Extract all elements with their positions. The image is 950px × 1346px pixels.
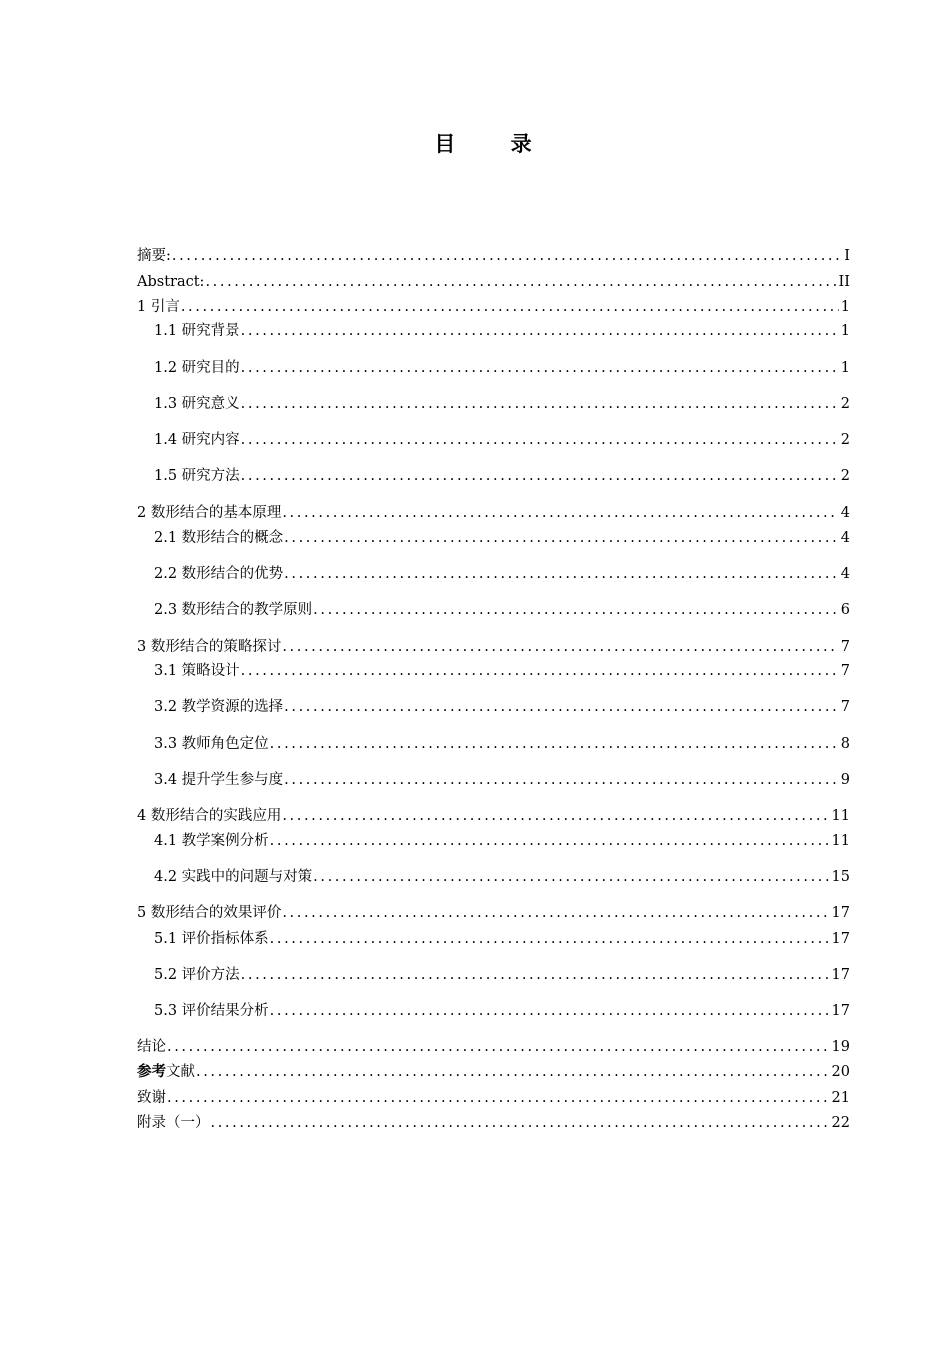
toc-page-number: 21 xyxy=(831,1090,850,1106)
toc-entry[interactable] xyxy=(137,637,850,657)
toc-entry-label: 4.2 实践中的问题与对策 xyxy=(154,869,313,885)
toc-entry[interactable] xyxy=(154,929,850,949)
toc-entry-label: 1.5 研究方法 xyxy=(154,468,240,484)
toc-dot-leader xyxy=(284,770,839,790)
toc-entry-label: 1.2 研究目的 xyxy=(154,360,240,376)
toc-entry-label: 2 数形结合的基本原理 xyxy=(137,505,282,521)
toc-dot-leader xyxy=(241,466,839,486)
toc-entry-label: 2.1 数形结合的概念 xyxy=(154,530,284,546)
toc-page-number: 17 xyxy=(831,905,850,921)
toc-page-number: 4 xyxy=(840,530,850,546)
toc-dot-leader xyxy=(172,246,842,266)
toc-entry[interactable] xyxy=(154,867,850,887)
toc-entry[interactable] xyxy=(154,430,850,450)
toc-entry[interactable] xyxy=(137,1113,850,1133)
toc-entry-label: 3 数形结合的策略探讨 xyxy=(137,639,282,655)
toc-entry-label: 摘要: xyxy=(137,248,171,264)
toc-page-number: II xyxy=(838,274,850,290)
toc-entry-label: 3.4 提升学生参与度 xyxy=(154,772,284,788)
toc-dot-leader xyxy=(270,831,830,851)
toc-page-number: 2 xyxy=(840,432,850,448)
toc-page-number: 7 xyxy=(840,699,850,715)
toc-entry-label: 1.4 研究内容 xyxy=(154,432,240,448)
toc-entry-label: 3.1 策略设计 xyxy=(154,663,240,679)
toc-entry[interactable] xyxy=(154,697,850,717)
toc-dot-leader xyxy=(282,503,838,523)
toc-entry[interactable] xyxy=(137,503,850,523)
toc-page-number: 11 xyxy=(831,808,850,824)
toc-entry[interactable] xyxy=(137,297,850,317)
toc-entry[interactable] xyxy=(137,1062,850,1082)
toc-dot-leader xyxy=(282,806,829,826)
toc-entry[interactable] xyxy=(154,965,850,985)
toc-entry-label: 1.1 研究背景 xyxy=(154,323,240,339)
toc-entry-label: 1 引言 xyxy=(137,299,180,315)
toc-page-number: 1 xyxy=(840,299,850,315)
toc-entry[interactable] xyxy=(154,528,850,548)
toc-entry[interactable] xyxy=(154,831,850,851)
toc-page-number: 4 xyxy=(840,505,850,521)
toc-page-number: 19 xyxy=(831,1039,850,1055)
toc-dot-leader xyxy=(313,600,839,620)
toc-entry-label-bold: 参考 xyxy=(137,1063,166,1080)
toc-dot-leader xyxy=(282,903,829,923)
page-title: 目 录 xyxy=(434,132,556,156)
toc-dot-leader xyxy=(181,297,839,317)
toc-entry-label: 3.3 教师角色定位 xyxy=(154,736,269,752)
toc-entry-label: 附录（一） xyxy=(137,1115,210,1131)
toc-page-number: 20 xyxy=(831,1064,850,1080)
toc-page-number: 4 xyxy=(840,566,850,582)
toc-entry[interactable] xyxy=(137,903,850,923)
toc-dot-leader xyxy=(270,1001,830,1021)
toc-entry-label: 致谢 xyxy=(137,1090,166,1106)
toc-page-number: 17 xyxy=(831,931,850,947)
toc-entry-label: 结论 xyxy=(137,1039,166,1055)
toc-dot-leader xyxy=(284,697,839,717)
toc-page-number: 11 xyxy=(831,833,850,849)
toc-dot-leader xyxy=(241,430,839,450)
toc-dot-leader xyxy=(167,1088,830,1108)
toc-dot-leader xyxy=(313,867,829,887)
toc-dot-leader xyxy=(270,929,830,949)
toc-page-number: 17 xyxy=(831,1003,850,1019)
toc-page-number: 1 xyxy=(840,360,850,376)
toc-entry[interactable] xyxy=(154,564,850,584)
toc-dot-leader xyxy=(241,321,839,341)
toc-page-number: 6 xyxy=(840,602,850,618)
toc-dot-leader xyxy=(211,1113,830,1133)
toc-entry-label: 1.3 研究意义 xyxy=(154,396,240,412)
toc-dot-leader xyxy=(282,637,838,657)
toc-entry-label-rest: 文献 xyxy=(166,1064,195,1080)
toc-page-number: 15 xyxy=(831,869,850,885)
toc-dot-leader xyxy=(284,564,839,584)
toc-dot-leader xyxy=(167,1037,830,1057)
toc-entry[interactable] xyxy=(154,358,850,378)
toc-entry[interactable] xyxy=(137,806,850,826)
toc-dot-leader xyxy=(284,528,839,548)
toc-entry-label xyxy=(137,1062,195,1082)
toc-entry-label: Abstract: xyxy=(137,274,205,290)
toc-dot-leader xyxy=(241,394,839,414)
toc-entry[interactable] xyxy=(154,600,850,620)
toc-entry[interactable] xyxy=(154,394,850,414)
toc-entry-label: 5.1 评价指标体系 xyxy=(154,931,269,947)
toc-entry[interactable] xyxy=(137,1088,850,1108)
toc-entry[interactable] xyxy=(154,1001,850,1021)
toc-entry[interactable] xyxy=(154,321,850,341)
toc-entry-label: 2.2 数形结合的优势 xyxy=(154,566,284,582)
toc-entry[interactable] xyxy=(154,770,850,790)
toc-page-number: I xyxy=(844,248,850,264)
toc-entry[interactable] xyxy=(137,246,850,266)
toc-entry[interactable] xyxy=(137,272,850,292)
toc-entry-label: 4.1 教学案例分析 xyxy=(154,833,269,849)
toc-page-number: 9 xyxy=(840,772,850,788)
toc-entry-label: 4 数形结合的实践应用 xyxy=(137,808,282,824)
toc-page-number: 1 xyxy=(840,323,850,339)
toc-page-number: 17 xyxy=(831,967,850,983)
toc-dot-leader xyxy=(196,1062,830,1082)
toc-page-number: 8 xyxy=(840,736,850,752)
toc-entry[interactable] xyxy=(154,734,850,754)
toc-page-number: 2 xyxy=(840,468,850,484)
toc-entry-label: 5.3 评价结果分析 xyxy=(154,1003,269,1019)
toc-dot-leader xyxy=(241,358,839,378)
toc-page-number: 7 xyxy=(840,663,850,679)
toc-dot-leader xyxy=(241,965,830,985)
toc-entry-label: 5 数形结合的效果评价 xyxy=(137,905,282,921)
toc-page-number: 7 xyxy=(840,639,850,655)
toc-page-number: 22 xyxy=(831,1115,850,1131)
toc-entry[interactable] xyxy=(154,661,850,681)
toc-dot-leader xyxy=(270,734,839,754)
toc-entry-label: 2.3 数形结合的教学原则 xyxy=(154,602,313,618)
toc-dot-leader xyxy=(205,272,836,292)
toc-entry-label: 3.2 教学资源的选择 xyxy=(154,699,284,715)
toc-page-number: 2 xyxy=(840,396,850,412)
toc-dot-leader xyxy=(241,661,839,681)
toc-entry[interactable] xyxy=(154,466,850,486)
toc-entry[interactable] xyxy=(137,1037,850,1057)
toc-entry-label: 5.2 评价方法 xyxy=(154,967,240,983)
